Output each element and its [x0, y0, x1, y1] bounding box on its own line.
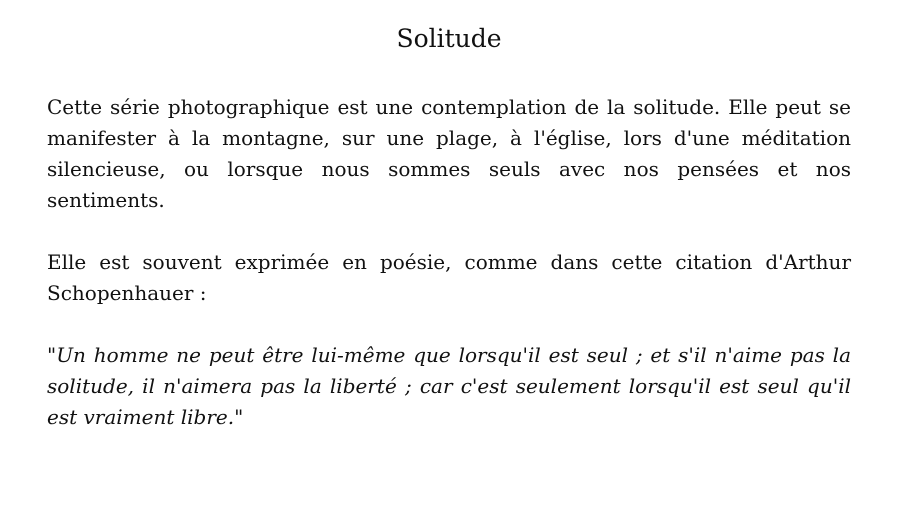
page-title: Solitude	[396, 24, 502, 53]
poetry-paragraph: Elle est souvent exprimée en poésie, comme dans cette citation d'Arthur Schopenhauer :	[47, 250, 851, 305]
schopenhauer-quote: "Un homme ne peut être lui-même que lorsqu'il est seul ; et s'il n'aime pas la solitude, il n'aimera pas la liberté ; car c'est seulement lorsqu'il est seul qu'il est vraiment libre."	[47, 343, 851, 429]
intro-paragraph: Cette série photographique est une contemplation de la solitude. Elle peut se manifester à la montagne, sur une plage, à l'église, lors d'une méditation silencieuse, ou lorsque nous sommes seuls avec nos pensées et nos sentiments.	[47, 95, 851, 212]
